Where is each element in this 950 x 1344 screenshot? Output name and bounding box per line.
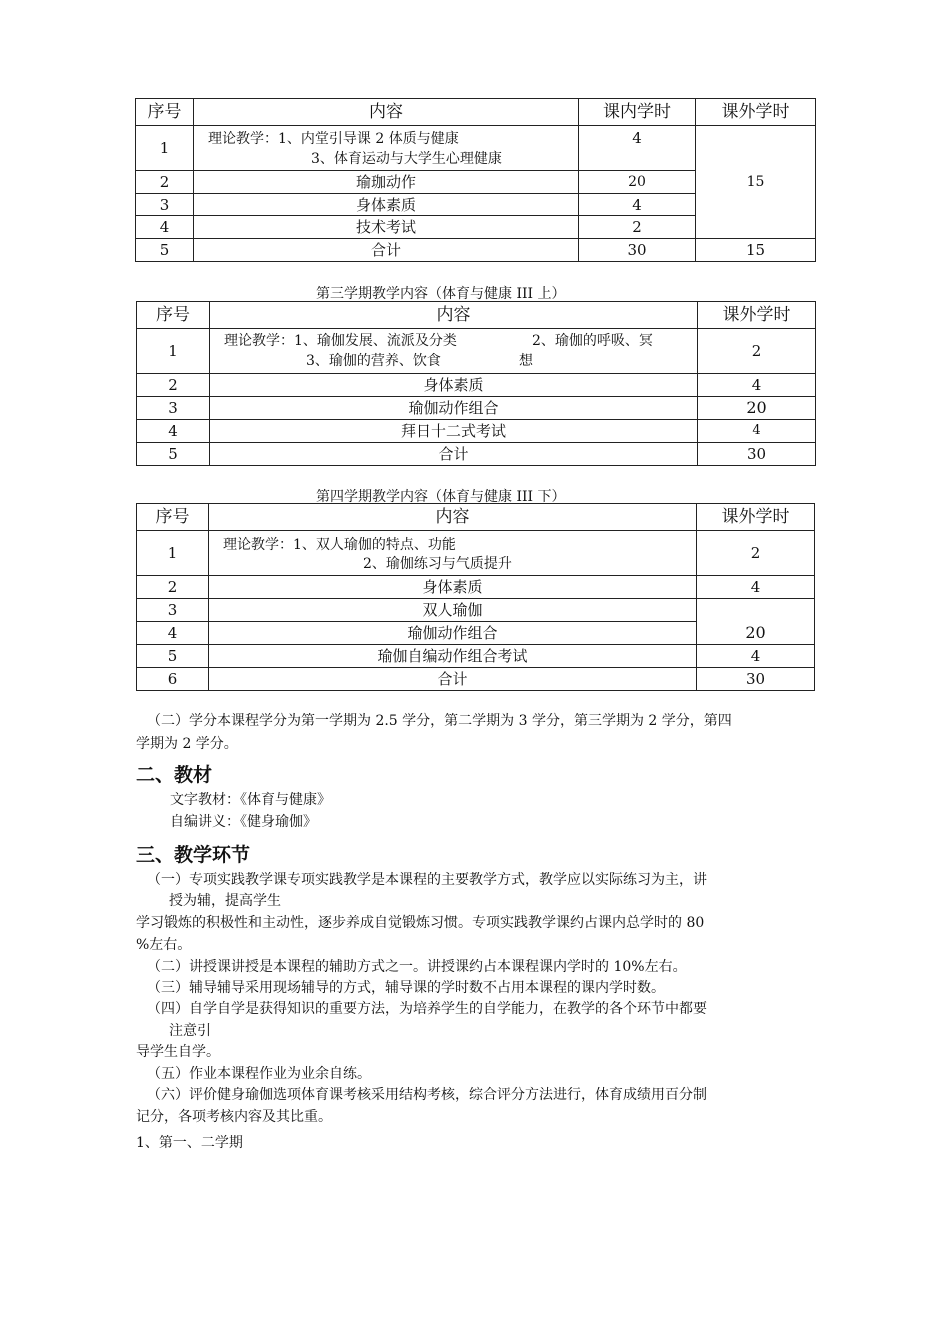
out-hours: 2	[698, 329, 816, 374]
theory-line-2: 2、瑜伽练习与气质提升	[363, 556, 512, 572]
row-number: 5	[137, 645, 209, 668]
course-hours-table-1	[135, 98, 816, 262]
teaching-p3: （三）辅导辅导采用现场辅导的方式，辅导课的学时数不占用本课程的课内学时数。	[147, 980, 665, 996]
credits-line-1: （二）学分本课程学分为第一学期为 2.5 学分，第二学期为 3 学分，第三学期为 2 学分，第四	[147, 713, 732, 729]
teaching-p4-line1: （四）自学自学是获得知识的重要方法，为培养学生的自学能力，在教学的各个环节中都要	[147, 1001, 707, 1017]
content-cell: 瑜伽自编动作组合考试	[209, 645, 697, 668]
theory-line-1: 理论教学：1、内堂引导课 2 体质与健康	[208, 131, 459, 147]
row-number: 3	[137, 397, 210, 420]
out-hours-merged: 20	[697, 599, 815, 645]
teaching-p4-line3: 导学生自学。	[136, 1044, 220, 1060]
content-cell: 拜日十二式考试	[210, 420, 698, 443]
out-hours-total: 30	[697, 668, 815, 691]
content-cell: 瑜伽动作组合	[209, 622, 697, 645]
teaching-p6-line2: 记分，各项考核内容及其比重。	[136, 1109, 332, 1125]
out-hours: 2	[697, 531, 815, 576]
header-out-hours: 课外学时	[698, 302, 816, 329]
teaching-p5: （五）作业本课程作业为业余自练。	[147, 1066, 371, 1082]
theory-line-2: 3、体育运动与大学生心理健康	[311, 151, 502, 167]
header-out-hours: 课外学时	[697, 504, 815, 531]
theory-line-2a: 3、瑜伽的营养、饮食	[306, 353, 441, 369]
row-number: 3	[137, 599, 209, 622]
in-hours: 2	[579, 216, 696, 239]
out-hours-merged: 15	[696, 126, 816, 239]
out-hours: 4	[698, 374, 816, 397]
table-2-caption: 第三学期教学内容（体育与健康 III 上）	[316, 286, 566, 302]
in-hours: 20	[579, 171, 696, 194]
textbook-item-1: 文字教材：《体育与健康》	[170, 792, 331, 808]
out-hours-total: 15	[696, 239, 816, 262]
row-number: 3	[136, 194, 194, 216]
teaching-p4-line2: 注意引	[169, 1023, 211, 1039]
theory-content-cell	[210, 329, 698, 374]
teaching-p7: 1、第一、二学期	[136, 1135, 243, 1151]
teaching-p2: （二）讲授课讲授是本课程的辅助方式之一。讲授课约占本课程课内学时的 10%左右。	[147, 959, 687, 975]
theory-line-2b: 想	[519, 353, 533, 369]
total-label: 合计	[209, 668, 697, 691]
section-heading-teaching: 三、教学环节	[136, 844, 251, 866]
textbook-item-2: 自编讲义：《健身瑜伽》	[170, 814, 317, 830]
theory-line-1b: 2、瑜伽的呼吸、冥	[532, 333, 653, 349]
header-in-hours: 课内学时	[579, 99, 696, 126]
total-label: 合计	[194, 239, 579, 262]
out-hours: 20	[698, 397, 816, 420]
header-out-hours: 课外学时	[696, 99, 816, 126]
teaching-p1-line1: （一）专项实践教学课专项实践教学是本课程的主要教学方式，教学应以实际练习为主，讲	[147, 872, 707, 888]
table-3-caption: 第四学期教学内容（体育与健康 III 下）	[316, 489, 566, 505]
header-content: 内容	[210, 302, 698, 329]
content-cell: 瑜珈动作	[194, 171, 579, 194]
teaching-p6-line1: （六）评价健身瑜伽选项体育课考核采用结构考核，综合评分方法进行，体育成绩用百分制	[147, 1087, 707, 1103]
teaching-p1-line2: 授为辅，提高学生	[169, 893, 281, 909]
content-cell: 身体素质	[209, 576, 697, 599]
header-no: 序号	[137, 504, 209, 531]
row-number: 5	[136, 239, 194, 262]
row-number: 1	[137, 329, 210, 374]
teaching-p1-line3: 学习锻炼的积极性和主动性，逐步养成自觉锻炼习惯。专项实践教学课约占课内总学时的 80	[136, 915, 705, 931]
content-cell: 身体素质	[194, 194, 579, 216]
header-content: 内容	[209, 504, 697, 531]
in-hours: 4	[579, 194, 696, 216]
row-number: 1	[137, 531, 209, 576]
content-cell: 瑜伽动作组合	[210, 397, 698, 420]
teaching-p1-line4: %左右。	[136, 937, 192, 953]
content-cell: 双人瑜伽	[209, 599, 697, 622]
course-hours-table-2	[136, 301, 816, 466]
in-hours: 4	[579, 126, 696, 171]
row-number: 1	[136, 126, 194, 171]
section-heading-textbook: 二、教材	[136, 764, 213, 786]
row-number: 4	[136, 216, 194, 239]
total-label: 合计	[210, 443, 698, 466]
credits-line-2: 学期为 2 学分。	[136, 736, 238, 752]
theory-content-cell	[209, 531, 697, 576]
row-number: 2	[137, 374, 210, 397]
header-no: 序号	[136, 99, 194, 126]
row-number: 2	[136, 171, 194, 194]
out-hours-total: 30	[698, 443, 816, 466]
header-no: 序号	[137, 302, 210, 329]
row-number: 6	[137, 668, 209, 691]
content-cell: 技术考试	[194, 216, 579, 239]
content-cell: 身体素质	[210, 374, 698, 397]
in-hours-total: 30	[579, 239, 696, 262]
theory-content-cell	[194, 126, 579, 171]
theory-line-1: 理论教学：1、双人瑜伽的特点、功能	[223, 537, 456, 553]
row-number: 5	[137, 443, 210, 466]
course-hours-table-3	[136, 503, 815, 691]
out-hours: 4	[698, 420, 816, 443]
theory-line-1a: 理论教学：1、瑜伽发展、流派及分类	[224, 333, 457, 349]
row-number: 4	[137, 622, 209, 645]
out-hours: 4	[697, 576, 815, 599]
row-number: 2	[137, 576, 209, 599]
out-hours: 4	[697, 645, 815, 668]
row-number: 4	[137, 420, 210, 443]
header-content: 内容	[194, 99, 579, 126]
